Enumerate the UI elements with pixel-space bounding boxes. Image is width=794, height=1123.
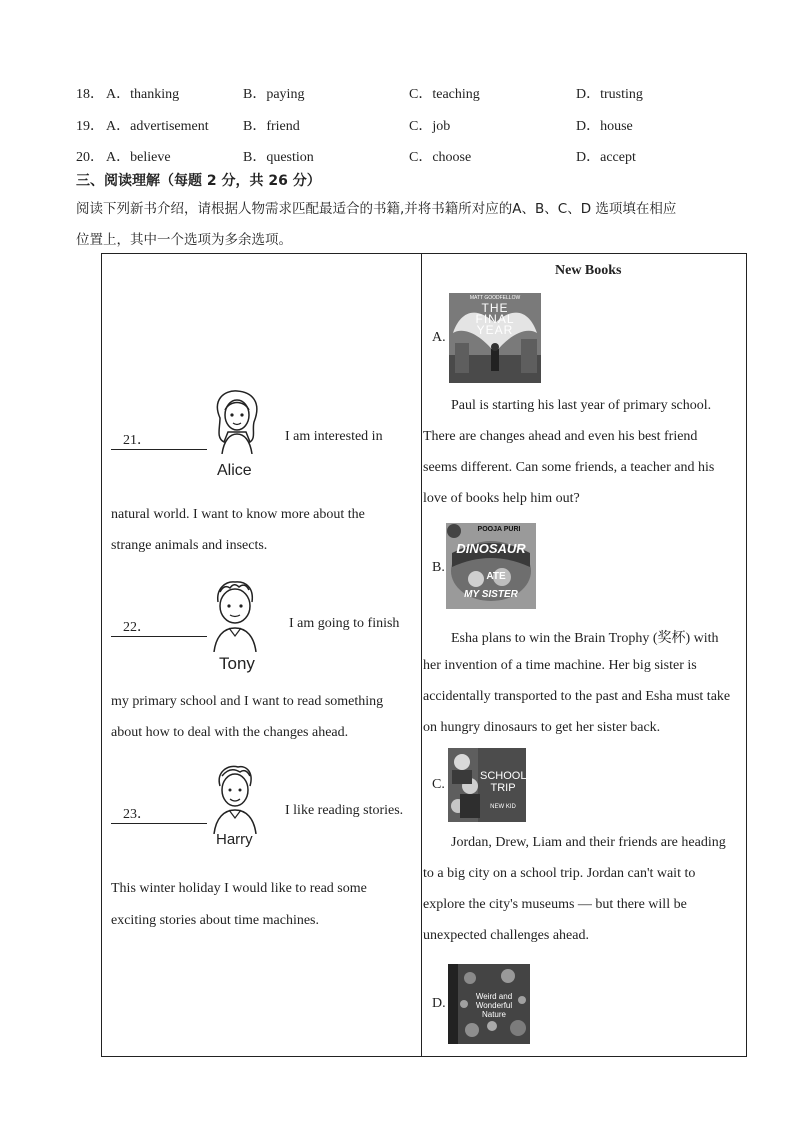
option-c: C．choose [409,150,472,165]
book-description: to a big city on a school trip. Jordan can't wait to [423,866,696,881]
answer-blank-22[interactable]: 22． [111,616,207,637]
option-d: D．accept [576,150,636,165]
question-number: 20． [76,150,104,165]
book-letter: C. [432,777,445,792]
option-a: A．advertisement [106,119,209,134]
boy-illustration [208,578,262,652]
person-need: This winter holiday I would like to read some [111,881,367,896]
question-number: 18． [76,87,104,102]
book-description: explore the city's museums — but there will be [423,897,687,912]
table-divider [421,253,422,1057]
book-cover-c: SCHOOL TRIP NEW KID [448,748,526,822]
books-header: New Books [555,263,622,278]
book-description: love of books help him out? [423,491,580,506]
book-description: There are changes ahead and even his best friend [423,429,698,444]
book-description: Jordan, Drew, Liam and their friends are heading [451,835,726,850]
book-cover-a: MATT GOODFELLOW THE FINAL YEAR [449,293,541,383]
option-a: A．believe [106,150,171,165]
person-need: I am interested in [285,429,383,444]
girl-illustration [206,388,268,454]
option-d: D．house [576,119,633,134]
option-d: D．trusting [576,87,643,102]
book-description: Paul is starting his last year of primary school. [451,398,712,413]
option-b: B．question [243,150,314,165]
option-b: B．paying [243,87,305,102]
person-need: I am going to finish [289,616,400,631]
answer-blank-23[interactable]: 23． [111,803,207,824]
book-description: seems different. Can some friends, a teacher and his [423,460,715,475]
person-name: Harry [216,831,253,848]
question-number: 19． [76,119,104,134]
book-letter: A. [432,330,446,345]
book-letter: B. [432,560,445,575]
book-letter: D. [432,996,446,1011]
instructions-line-1: 阅读下列新书介绍，请根据人物需求匹配最适合的书籍,并将书籍所对应的A、B、C、D 选项填在相应 [76,201,677,217]
instructions-line-2: 位置上，其中一个选项为多余选项。 [76,232,292,248]
person-name: Alice [217,462,252,479]
person-need: natural world. I want to know more about the [111,507,365,522]
person-need: my primary school and I want to read something [111,694,384,709]
person-need: exciting stories about time machines. [111,913,320,928]
person-name: Tony [219,654,255,673]
book-cover-d: Weird and Wonderful Nature [448,964,530,1044]
answer-blank-21[interactable]: 21． [111,429,207,450]
person-need: strange animals and insects. [111,538,268,553]
option-b: B．friend [243,119,300,134]
person-need: I like reading stories. [285,803,404,818]
book-description: on hungry dinosaurs to get her sister back. [423,720,661,735]
book-description: Esha plans to win the Brain Trophy (奖杯) with [451,631,719,646]
person-need: about how to deal with the changes ahead. [111,725,349,740]
option-c: C．job [409,119,451,134]
section-title: 三、阅读理解（每题 2 分，共 26 分） [76,173,321,189]
option-c: C．teaching [409,87,480,102]
boy-illustration [210,764,260,834]
book-description: her invention of a time machine. Her big sister is [423,658,697,673]
book-description: accidentally transported to the past and Esha must take [423,689,731,704]
book-cover-b: POOJA PURI DINOSAUR ATE MY SISTER [446,523,536,609]
book-description: unexpected challenges ahead. [423,928,589,943]
option-a: A．thanking [106,87,180,102]
